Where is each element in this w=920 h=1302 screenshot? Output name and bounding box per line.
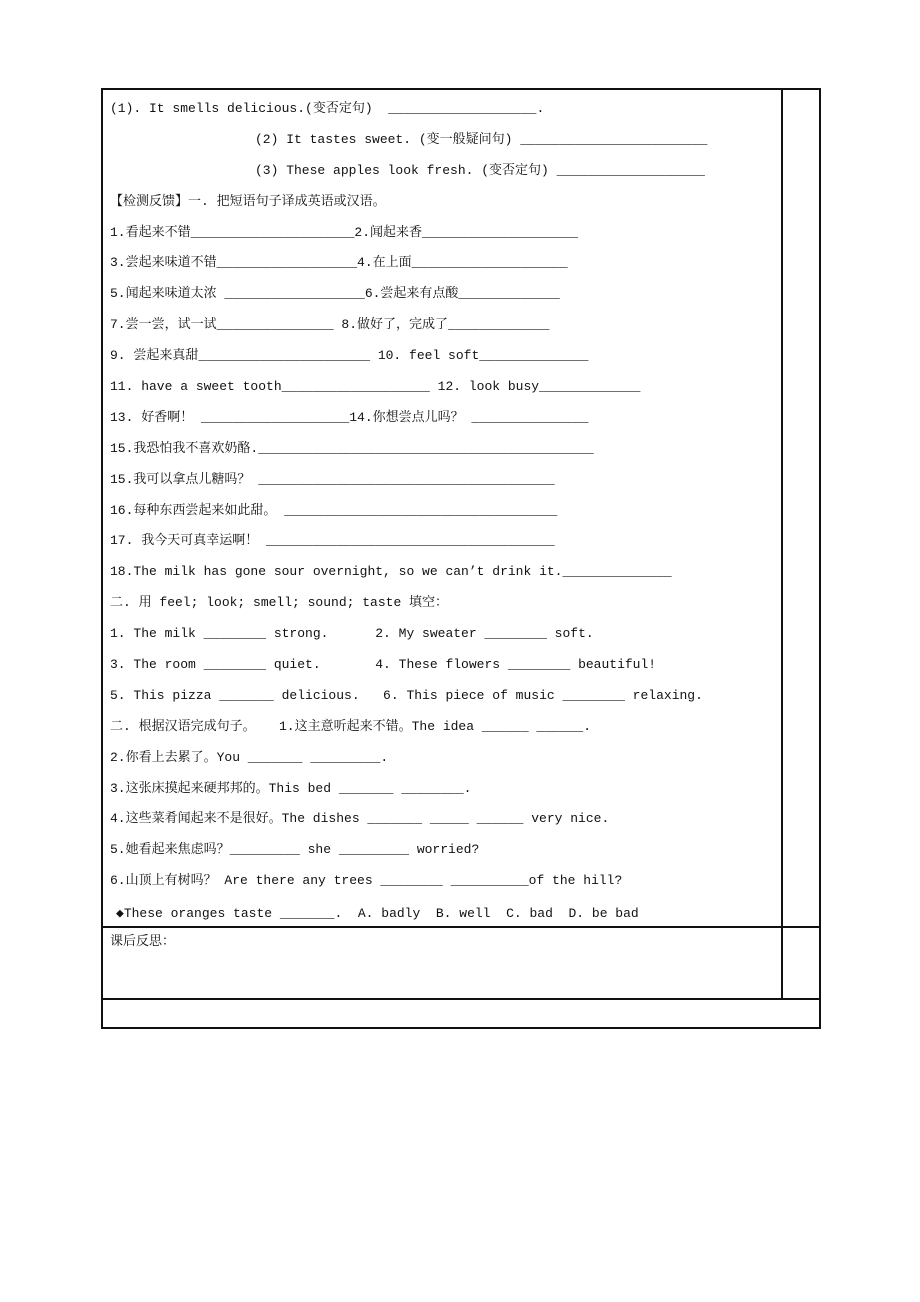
multiple-choice-question: ◆These oranges taste _______. A. badly B. well C. bad D. be bad [116,906,639,922]
exercise-line: 5. This pizza _______ delicious. 6. This piece of music ________ relaxing. [110,687,703,703]
exercise-content [110,94,778,930]
exercise-line: 1.看起来不错_____________________2.闻起来香____________________ [110,224,579,240]
exercise-line: 15.我可以拿点儿糖吗？ ______________________________________ [110,471,555,487]
reflection-label: 课后反思： [110,934,176,949]
exercise-line: 17. 我今天可真幸运啊！ _____________________________________ [110,533,555,549]
section-heading: 【检测反馈】一. 把短语句子译成英语或汉语。 [110,193,386,209]
exercise-line: 1. The milk ________ strong. 2. My sweater ________ soft. [110,626,594,642]
exercise-line: 5.她看起来焦虑吗？_________ she _________ worried? [110,842,480,858]
exercise-line: 2.你看上去累了。You _______ _________. [110,749,389,765]
exercise-line: (2) It tastes sweet. (变一般疑问句) ________________________ [255,131,708,147]
exercise-line: 16.每种东西尝起来如此甜。 ___________________________________ [110,502,558,518]
exercise-line: 6.山顶上有树吗？ Are there any trees ________ __________of the hill? [110,873,623,889]
exercise-line: 9. 尝起来真甜______________________ 10. feel soft______________ [110,348,589,364]
section-heading: 二. 根据汉语完成句子。 1.这主意听起来不错。The idea ______ ______. [110,718,592,734]
column-divider [781,88,783,999]
exercise-line: 15.我恐怕我不喜欢奶酪.___________________________________________ [110,440,594,456]
exercise-line: 4.这些菜肴闻起来不是很好。The dishes _______ _____ ______ very nice. [110,811,610,827]
exercise-line: (1). It smells delicious.(变否定句) ___________________. [110,101,545,116]
exercise-line: 7.尝一尝，试一试_______________ 8.做好了，完成了_____________ [110,317,550,333]
exercise-line: 11. have a sweet tooth___________________ 12. look busy_____________ [110,379,641,395]
exercise-line: (3) These apples look fresh. (变否定句) ___________________ [255,162,705,178]
exercise-line: 3.这张床摸起来硬邦邦的。This bed _______ ________. [110,780,472,796]
exercise-line: 13. 好香啊！ ___________________14.你想尝点儿吗？ _______________ [110,409,589,425]
exercise-line: 3.尝起来味道不错__________________4.在上面____________________ [110,255,568,271]
exercise-line: 5.闻起来味道太浓 __________________6.尝起来有点酸_____________ [110,286,560,302]
exercise-line: 3. The room ________ quiet. 4. These flowers ________ beautiful! [110,657,657,673]
section-heading: 二. 用 feel; look; smell; sound; taste 填空： [110,595,449,611]
exercise-line: 18.The milk has gone sour overnight, so we can’t drink it.______________ [110,564,672,580]
row-divider [101,998,819,1000]
